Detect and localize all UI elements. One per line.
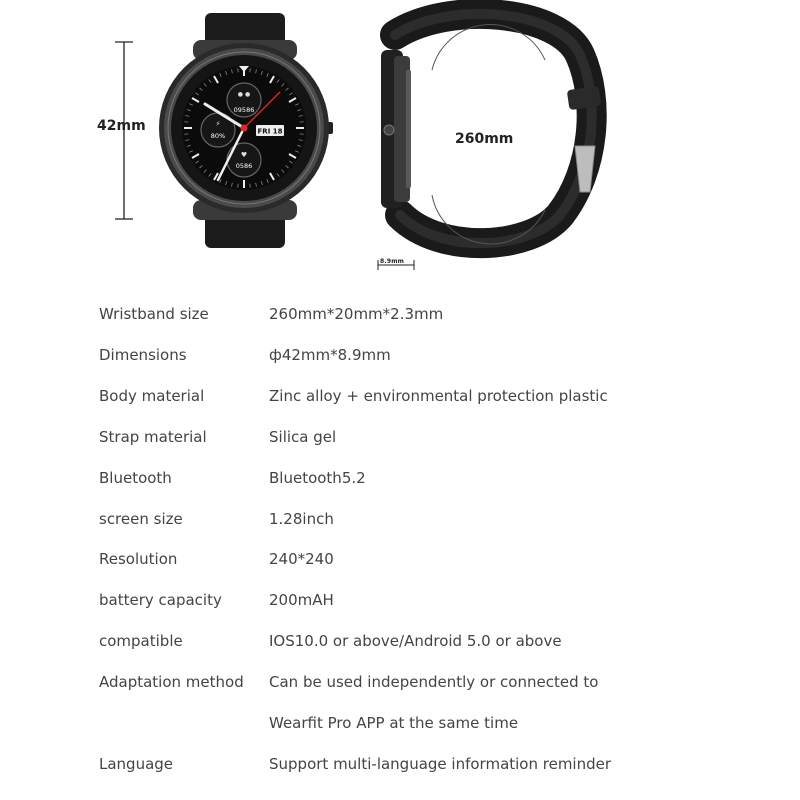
- product-figure: [0, 0, 800, 290]
- thickness-label: 8.9mm: [380, 258, 405, 265]
- spec-row: [0, 591, 800, 632]
- spec-row: [0, 714, 800, 755]
- spec-row: [0, 469, 800, 510]
- spec-value: Wearfit Pro APP at the same time: [269, 714, 519, 732]
- spec-value: 240*240: [269, 550, 334, 568]
- spec-label: Wristband size: [99, 305, 209, 323]
- face-top-readout: 09586: [233, 106, 255, 114]
- spec-row: [0, 673, 800, 714]
- spec-value: Zinc alloy + environmental protection plastic: [269, 387, 608, 405]
- face-battery-readout: 80%: [210, 132, 226, 140]
- watch-front: [159, 13, 333, 248]
- spec-row: [0, 346, 800, 387]
- spec-row: [0, 755, 800, 796]
- spec-value: 1.28inch: [269, 510, 334, 528]
- spec-row: [0, 387, 800, 428]
- spec-label: Strap material: [99, 428, 207, 446]
- spec-label: Bluetooth: [99, 469, 172, 487]
- spec-label: Body material: [99, 387, 205, 405]
- spec-label: Adaptation method: [99, 673, 244, 691]
- strap-length-label: 260mm: [455, 131, 514, 147]
- spec-value: Silica gel: [269, 428, 337, 446]
- svg-text:● ●: ● ●: [237, 91, 251, 98]
- spec-label: screen size: [99, 510, 183, 528]
- spec-value: Bluetooth5.2: [269, 469, 366, 487]
- face-bottom-readout: 0586: [235, 162, 253, 170]
- spec-label: compatible: [99, 632, 183, 650]
- spec-row: [0, 550, 800, 591]
- spec-label: Resolution: [99, 550, 178, 568]
- watch-side: [381, 14, 601, 244]
- spec-row: [0, 305, 800, 346]
- spec-value: 200mAH: [269, 591, 334, 609]
- spec-value: Support multi-language information reminder: [269, 755, 612, 773]
- spec-label: battery capacity: [99, 591, 222, 609]
- face-date-label: FRI 18: [257, 127, 283, 136]
- spec-value: 260mm*20mm*2.3mm: [269, 305, 444, 323]
- svg-text:♥: ♥: [240, 151, 248, 159]
- svg-text:⚡: ⚡: [215, 120, 221, 128]
- spec-value: ф42mm*8.9mm: [269, 346, 391, 364]
- spec-row: [0, 510, 800, 551]
- diameter-label: 42mm: [97, 118, 146, 134]
- spec-row: [0, 632, 800, 673]
- spec-label: Dimensions: [99, 346, 187, 364]
- spec-label: Language: [99, 755, 174, 773]
- spec-value: Can be used independently or connected to: [269, 673, 599, 691]
- spec-row: [0, 428, 800, 469]
- spec-value: IOS10.0 or above/Android 5.0 or above: [269, 632, 562, 650]
